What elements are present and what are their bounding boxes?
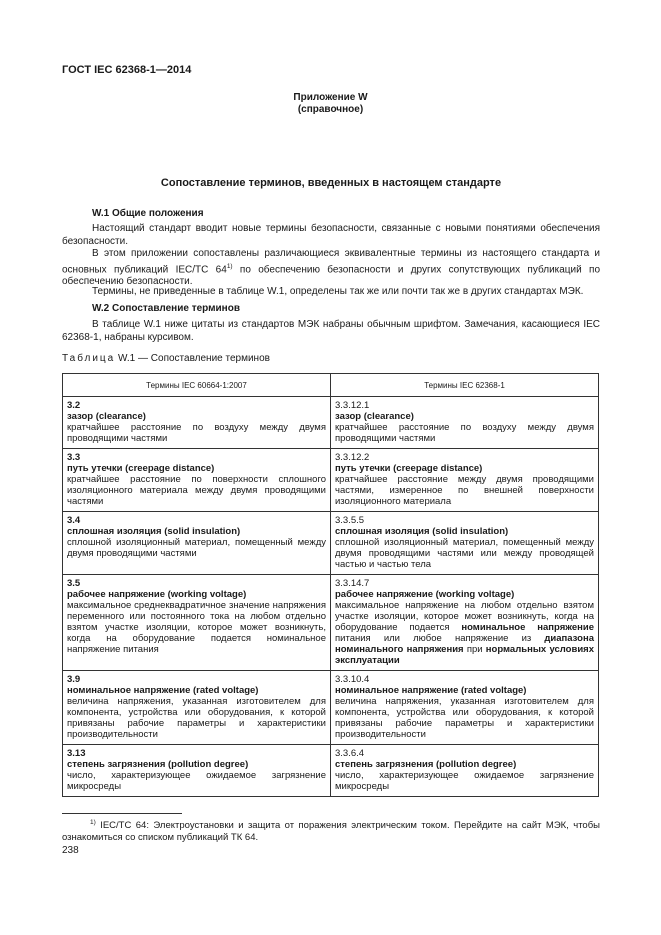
section-1-paragraph-2 [62,248,600,289]
term-number: 3.4 [67,515,81,526]
term-number: 3.5 [67,578,81,589]
term-name: рабочее напряжение (working voltage) [335,589,515,600]
section-1-paragraph-3-text: Термины, не приведенные в таблице W.1, определены так же или почти так же в других стандартах МЭК. [92,286,584,297]
term-number: 3.9 [67,674,81,685]
footnote-text: IEC/TC 64: Электроустановки и защита от поражения электрическим током. Перейдите на сайт МЭК, чтобы ознакомиться со списком публикаций ТК 64. [62,820,600,844]
term-definition: число, характеризующее ожидаемое загрязнение микросреды [335,770,594,792]
section-1-paragraph-2-text-b: по обеспечению безопасности и других сопутствующих публикаций по обеспечению безопасности. [62,263,601,288]
table-cell-left [63,449,331,512]
term-name: степень загрязнения (pollution degree) [67,759,249,770]
term-number: 3.3.12.2 [335,452,370,463]
term-definition: число, характеризующее ожидаемое загрязнение микросреды [67,770,326,792]
terms-comparison-table [62,373,599,797]
table-caption [62,353,270,364]
table-cell-left [63,671,331,745]
table-row [63,575,599,671]
table-row [63,397,599,449]
term-definition: кратчайшее расстояние между двумя проводящими частями, измеренное по внешней поверхности изоляционного материала [335,474,594,507]
term-definition: величина напряжения, указанная изготовителем для компонента, устройства или оборудования, к которой привязаны рабочие параметры и характеристики производительности [67,696,326,740]
footnote-ref: 1) [226,262,233,270]
column-header-iec62368: Термины IEC 62368-1 [331,374,599,397]
term-definition: кратчайшее расстояние по поверхности сплошного изоляционного материала между двумя проводящими частями [67,474,326,507]
section-1-paragraph-3 [62,286,600,299]
term-definition [335,600,594,666]
term-name: путь утечки (creepage distance) [67,463,215,474]
term-definition: кратчайшее расстояние по воздуху между двумя проводящими частями [335,422,594,444]
table-row [63,449,599,512]
page-heading: Сопоставление терминов, введенных в настоящем стандарте [160,177,502,189]
section-2-title: W.2 Сопоставление терминов [92,303,240,314]
footnote-divider [62,813,182,814]
term-definition: величина напряжения, указанная изготовителем для компонента, устройства или оборудования, к которой привязаны рабочие параметры и характеристики производительности [335,696,594,740]
term-definition-emphasis: нормальных условиях эксплуатации [335,644,594,666]
table-row [63,745,599,797]
table-caption-title: W.1 — Сопоставление терминов [115,353,270,364]
footnote [62,817,600,844]
document-header: ГОСТ IEC 62368-1—2014 [62,64,192,76]
table-row [63,512,599,575]
table-cell-right [331,671,599,745]
table-row [63,671,599,745]
term-definition-part: питания или любое напряжение из [335,633,545,644]
term-name: номинальное напряжение (rated voltage) [335,685,527,696]
appendix-subtitle: (справочное) [297,104,364,115]
term-name: зазор (clearance) [67,411,146,422]
term-definition-emphasis: диапазона номинального напряжения [335,633,594,655]
table-cell-left [63,575,331,671]
term-number: 3.3.5.5 [335,515,365,526]
table-cell-right [331,397,599,449]
table-cell-left [63,397,331,449]
term-number: 3.3 [67,452,81,463]
term-definition-part: при [463,644,486,655]
table-cell-right [331,745,599,797]
term-number: 3.13 [67,748,86,759]
term-number: 3.3.6.4 [335,748,365,759]
section-1-title: W.1 Общие положения [92,208,204,219]
term-definition: максимальное среднеквадратичное значение напряжения переменного или постоянного тока на любом отдельно взятом участке изоляции, которое может возникнуть, когда на оборудование подается номинальное напряжение питания [67,600,326,655]
term-name: номинальное напряжение (rated voltage) [67,685,259,696]
term-number: 3.3.10.4 [335,674,370,685]
table-caption-label: Таблица [62,353,116,364]
term-name: рабочее напряжение (working voltage) [67,589,247,600]
footnote-mark: 1) [90,819,96,826]
table-cell-left [63,512,331,575]
table-cell-left [63,745,331,797]
column-header-iec60664: Термины IEC 60664-1:2007 [63,374,331,397]
term-definition-emphasis: номинальное напряжение [461,622,594,633]
term-name: сплошная изоляция (solid insulation) [335,526,509,537]
term-name: зазор (clearance) [335,411,414,422]
page-number: 238 [62,845,79,856]
section-2-paragraph-1-text: В таблице W.1 ниже цитаты из стандартов МЭК набраны обычным шрифтом. Замечания, касающиеся IEC 62368-1, набраны курсивом. [62,319,600,343]
term-definition: сплошной изоляционный материал, помещенный между двумя проводящими частями или между проводящей частью и частью тела [335,537,594,570]
term-definition: сплошной изоляционный материал, помещенный между двумя проводящими частями [67,537,326,559]
section-1-paragraph-2-text-a: В этом приложении сопоставлены различающиеся эквивалентные термины из настоящего стандарта и основных публикаций IEC/TC 64 [62,248,600,275]
term-name: сплошная изоляция (solid insulation) [67,526,241,537]
term-name: путь утечки (creepage distance) [335,463,483,474]
table-cell-right [331,575,599,671]
term-definition: кратчайшее расстояние по воздуху между двумя проводящими частями [67,422,326,444]
term-number: 3.2 [67,400,81,411]
section-2-paragraph-1 [62,319,600,344]
table-cell-right [331,512,599,575]
term-definition-part: максимальное напряжение на любом отдельно взятом участке изоляции, которое может возникнуть, когда на оборудование подается [335,600,594,633]
section-1-paragraph-1 [62,223,600,248]
section-1-paragraph-1-text: Настоящий стандарт вводит новые термины безопасности, связанные с новыми понятиями обеспечения безопасности. [62,223,600,247]
term-number: 3.3.12.1 [335,400,370,411]
term-number: 3.3.14.7 [335,578,370,589]
table-cell-right [331,449,599,512]
term-name: степень загрязнения (pollution degree) [335,759,517,770]
table-header-row [63,374,599,397]
appendix-title: Приложение W [293,92,368,103]
